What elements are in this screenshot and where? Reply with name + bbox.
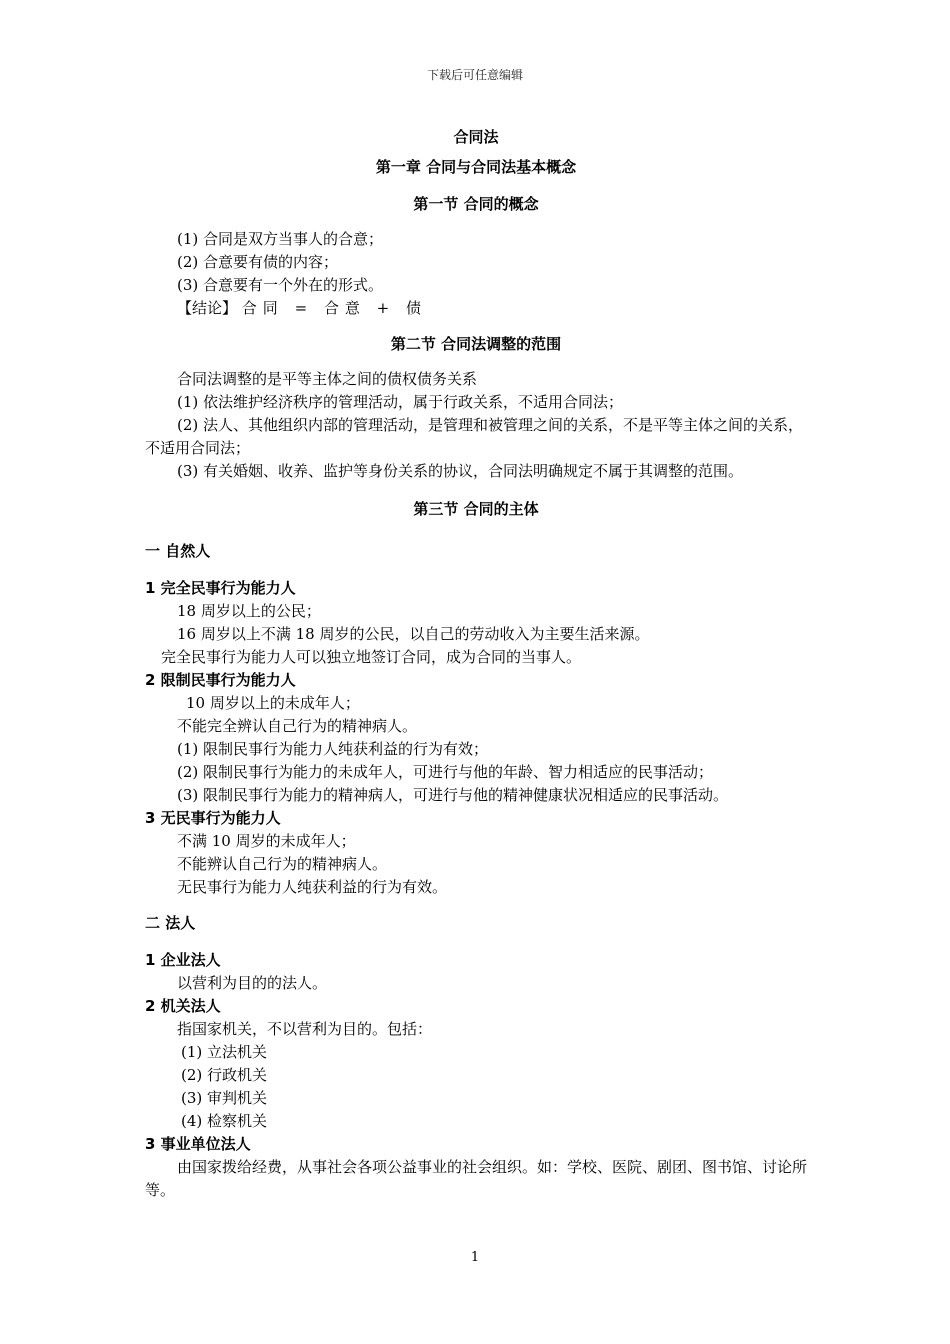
paragraph: (1) 限制民事行为能力人纯获利益的行为有效； xyxy=(177,740,489,758)
paragraph: (1) 立法机关 xyxy=(181,1043,268,1061)
conclusion-label: 【结论】 xyxy=(177,299,238,317)
paragraph: (3) 审判机关 xyxy=(181,1089,268,1107)
paragraph: (3) 限制民事行为能力的精神病人，可进行与他的精神健康状况相适应的民事活动。 xyxy=(177,786,729,804)
sub-heading: 1 企业法人 xyxy=(145,951,221,969)
conclusion-text: 合同 = 合意 + 债 xyxy=(241,299,428,317)
paragraph: (1) 依法维护经济秩序的管理活动，属于行政关系，不适用合同法； xyxy=(177,393,624,411)
paragraph: (4) 检察机关 xyxy=(181,1112,268,1130)
paragraph: 不能辨认自己行为的精神病人。 xyxy=(177,855,388,873)
paragraph: 不能完全辨认自己行为的精神病人。 xyxy=(177,717,418,735)
paragraph: 18 周岁以上的公民； xyxy=(177,602,321,620)
paragraph: 10 周岁以上的未成年人； xyxy=(186,694,360,712)
paragraph: 完全民事行为能力人可以独立地签订合同，成为合同的当事人。 xyxy=(161,648,582,666)
document-body xyxy=(145,124,807,1202)
chapter-title: 第一章 合同与合同法基本概念 xyxy=(375,158,577,176)
part-heading: 一 自然人 xyxy=(145,542,211,560)
page-number: 1 xyxy=(470,1250,480,1265)
paragraph: 16 周岁以上不满 18 周岁的公民，以自己的劳动收入为主要生活来源。 xyxy=(177,625,650,643)
paragraph: (2) 限制民事行为能力的未成年人，可进行与他的年龄、智力相适应的民事活动； xyxy=(177,763,714,781)
paragraph: (2) 法人、其他组织内部的管理活动，是管理和被管理之间的关系，不是平等主体之间的关系，不适用合同法； xyxy=(145,416,804,457)
paragraph: (3) 合意要有一个外在的形式。 xyxy=(177,276,384,294)
sub-heading: 2 机关法人 xyxy=(145,997,221,1015)
paragraph: 由国家拨给经费，从事社会各项公益事业的社会组织。如：学校、医院、剧团、图书馆、讨论所等。 xyxy=(145,1158,808,1199)
sub-heading: 2 限制民事行为能力人 xyxy=(145,671,296,689)
sub-heading: 3 无民事行为能力人 xyxy=(145,809,281,827)
paragraph: (2) 合意要有债的内容； xyxy=(177,253,339,271)
section-title-2: 第二节 合同法调整的范围 xyxy=(390,335,562,353)
paragraph: 不满 10 周岁的未成年人； xyxy=(177,832,356,850)
paragraph: 指国家机关，不以营利为目的。包括： xyxy=(177,1020,433,1038)
paragraph: (1) 合同是双方当事人的合意； xyxy=(177,230,384,248)
header-note: 下载后可任意编辑 xyxy=(426,68,523,82)
paragraph: 合同法调整的是平等主体之间的债权债务关系 xyxy=(177,370,478,388)
doc-title: 合同法 xyxy=(453,128,499,146)
sub-heading: 3 事业单位法人 xyxy=(145,1135,251,1153)
section-title-3: 第三节 合同的主体 xyxy=(413,500,539,518)
sub-heading: 1 完全民事行为能力人 xyxy=(145,579,296,597)
part-heading: 二 法人 xyxy=(145,914,196,932)
paragraph: (2) 行政机关 xyxy=(181,1066,268,1084)
conclusion xyxy=(145,297,807,320)
paragraph: 以营利为目的的法人。 xyxy=(177,974,328,992)
section-title-1: 第一节 合同的概念 xyxy=(413,195,539,213)
paragraph: 无民事行为能力人纯获利益的行为有效。 xyxy=(177,878,448,896)
paragraph: (3) 有关婚姻、收养、监护等身份关系的协议，合同法明确规定不属于其调整的范围。 xyxy=(177,462,744,480)
